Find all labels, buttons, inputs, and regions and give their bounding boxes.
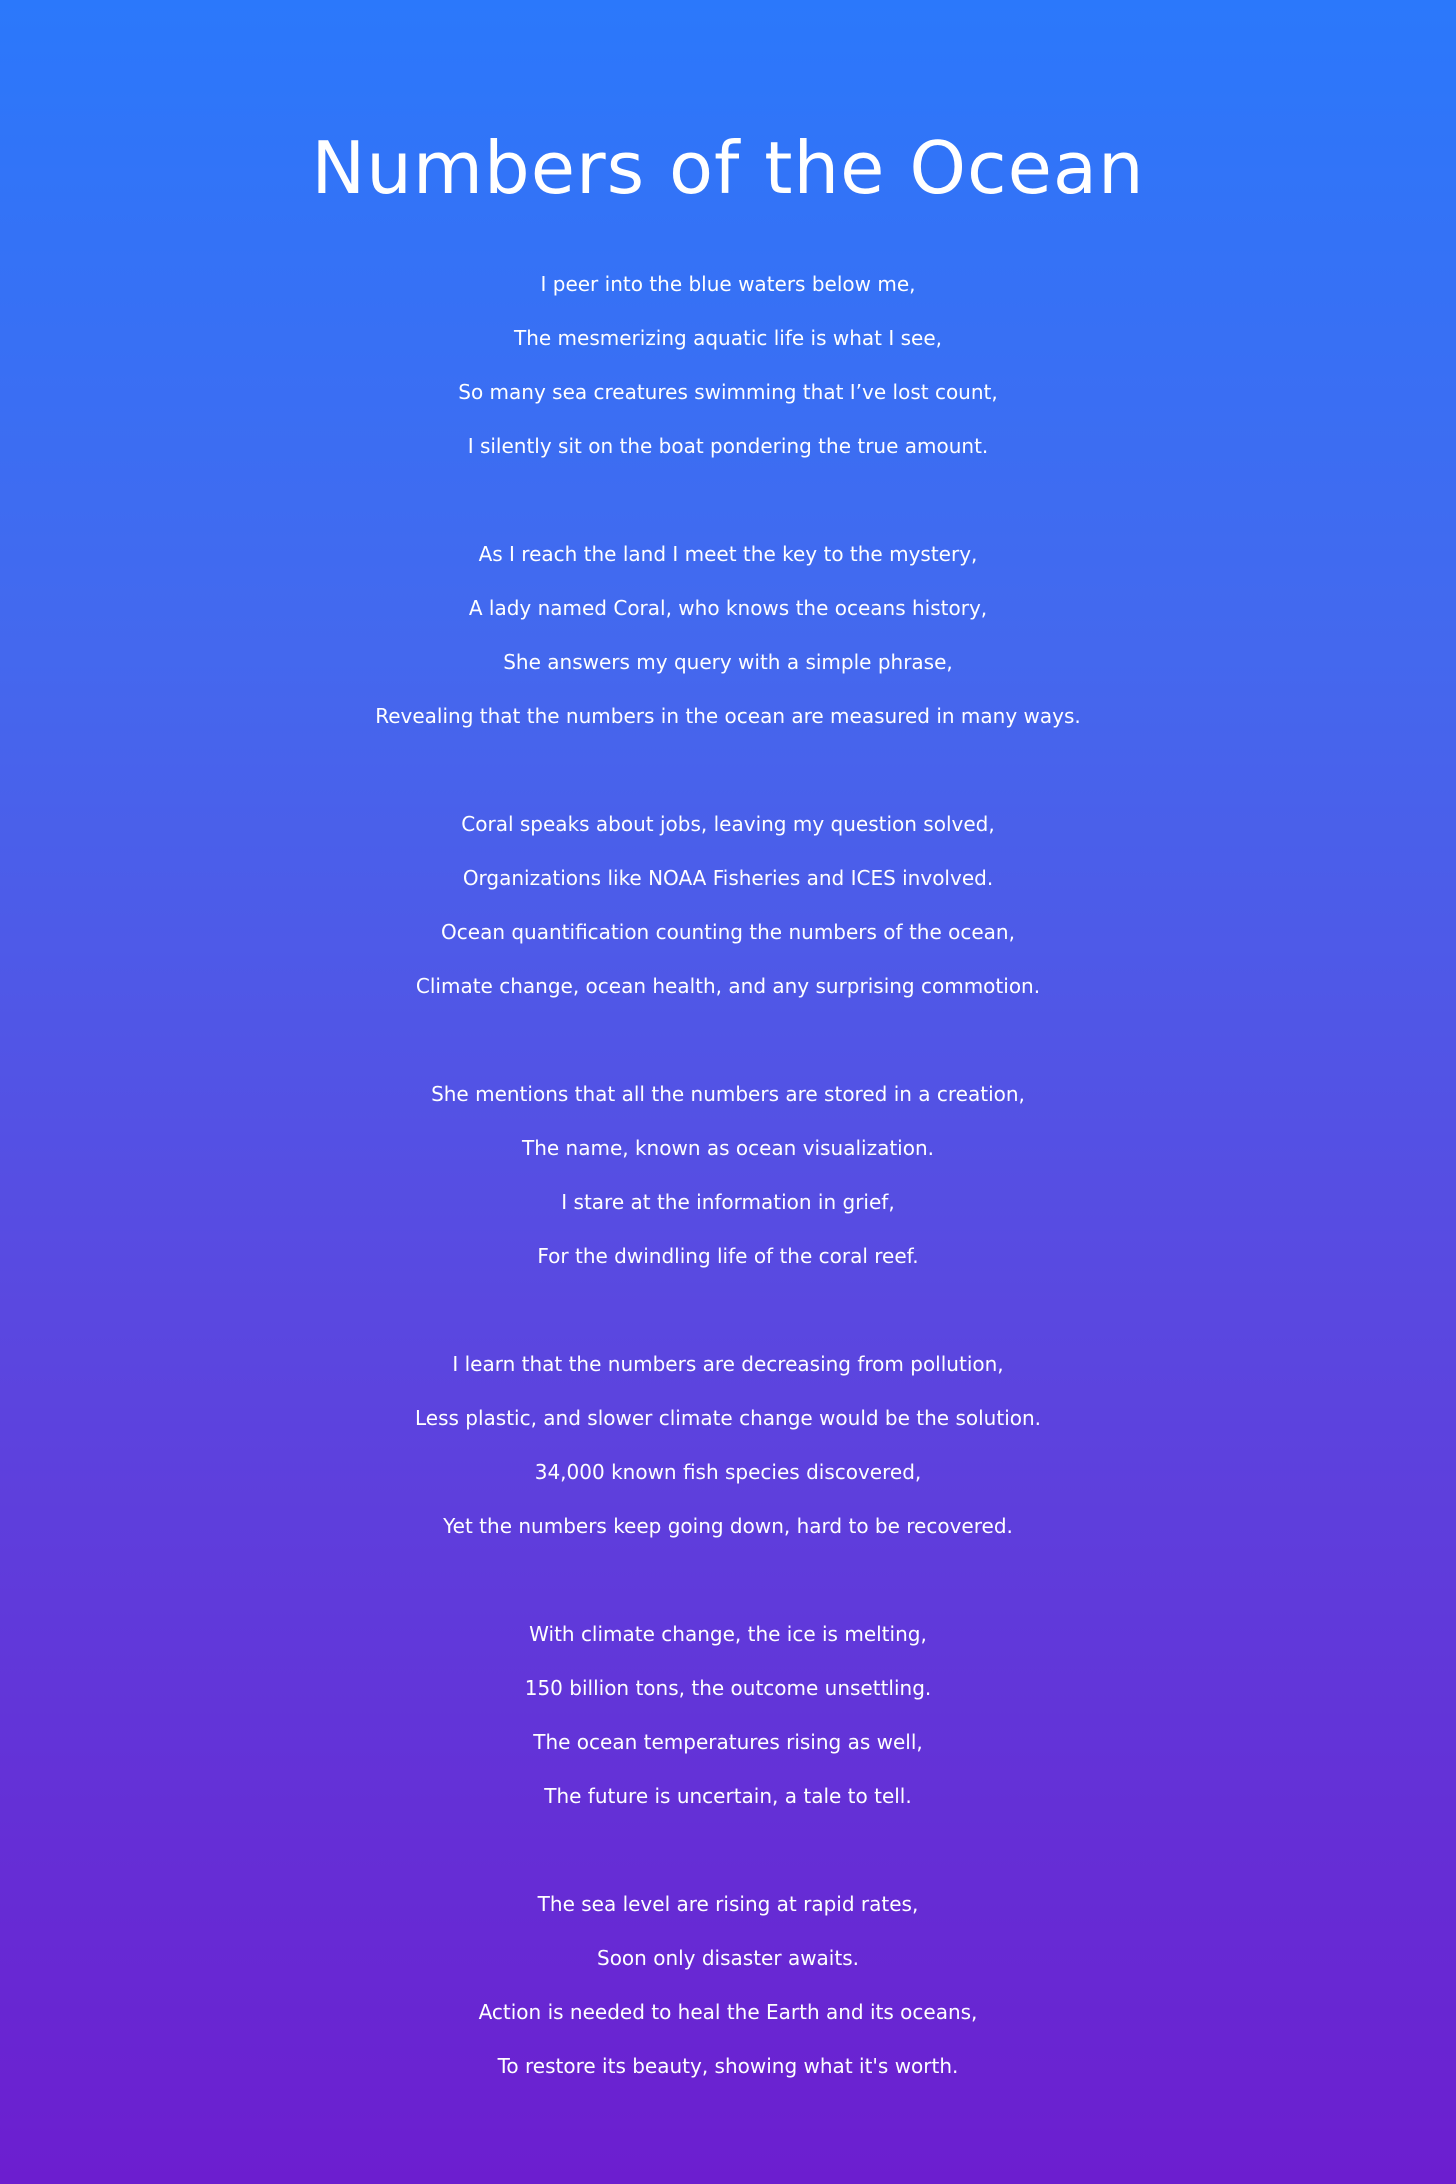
poem-line: 150 billion tons, the outcome unsettling.	[524, 1676, 932, 1700]
stanza-1	[0, 257, 1456, 527]
poem-title: Numbers of the Ocean	[311, 126, 1145, 210]
poem-line: Less plastic, and slower climate change would be the solution.	[414, 1406, 1042, 1430]
stanza-3	[0, 797, 1456, 1067]
poem-line: Ocean quantification counting the numbers of the ocean,	[441, 920, 1015, 944]
poem-line: I learn that the numbers are decreasing from pollution,	[452, 1352, 1004, 1376]
poem-line: To restore its beauty, showing what it's worth.	[497, 2054, 959, 2078]
stanza-4	[0, 1067, 1456, 1337]
poem-line: She mentions that all the numbers are stored in a creation,	[431, 1082, 1025, 1106]
poem-line: I stare at the information in grief,	[561, 1190, 895, 1214]
poem-line: Revealing that the numbers in the ocean are measured in many ways.	[375, 704, 1081, 728]
poem-line: The future is uncertain, a tale to tell.	[544, 1784, 912, 1808]
poem-line: Coral speaks about jobs, leaving my question solved,	[461, 812, 995, 836]
poem-line: 34,000 known fish species discovered,	[534, 1460, 922, 1484]
poem-line: The ocean temperatures rising as well,	[533, 1730, 923, 1754]
poem-line: The mesmerizing aquatic life is what I see,	[513, 326, 943, 350]
poem-line: As I reach the land I meet the key to the mystery,	[478, 542, 978, 566]
poem-line: Organizations like NOAA Fisheries and ICES involved.	[462, 866, 994, 890]
poem-line: For the dwindling life of the coral reef.	[537, 1244, 919, 1268]
poem-line: With climate change, the ice is melting,	[529, 1622, 927, 1646]
poem-line: I peer into the blue waters below me,	[540, 272, 916, 296]
poem-line: She answers my query with a simple phrase,	[503, 650, 953, 674]
poem-line: The sea level are rising at rapid rates,	[537, 1892, 919, 1916]
poem-line: I silently sit on the boat pondering the true amount.	[467, 434, 989, 458]
stanza-7	[0, 1877, 1456, 2147]
poem-line: Climate change, ocean health, and any surprising commotion.	[415, 974, 1041, 998]
poem-line: Soon only disaster awaits.	[597, 1946, 859, 1970]
poem-body	[0, 257, 1456, 2147]
poem-line: So many sea creatures swimming that I’ve lost count,	[458, 380, 998, 404]
poem-line: A lady named Coral, who knows the oceans history,	[468, 596, 988, 620]
stanza-6	[0, 1607, 1456, 1877]
stanza-5	[0, 1337, 1456, 1607]
poem-line: Yet the numbers keep going down, hard to be recovered.	[443, 1514, 1013, 1538]
poem-line: Action is needed to heal the Earth and its oceans,	[478, 2000, 978, 2024]
stanza-2	[0, 527, 1456, 797]
poem-line: The name, known as ocean visualization.	[521, 1136, 934, 1160]
